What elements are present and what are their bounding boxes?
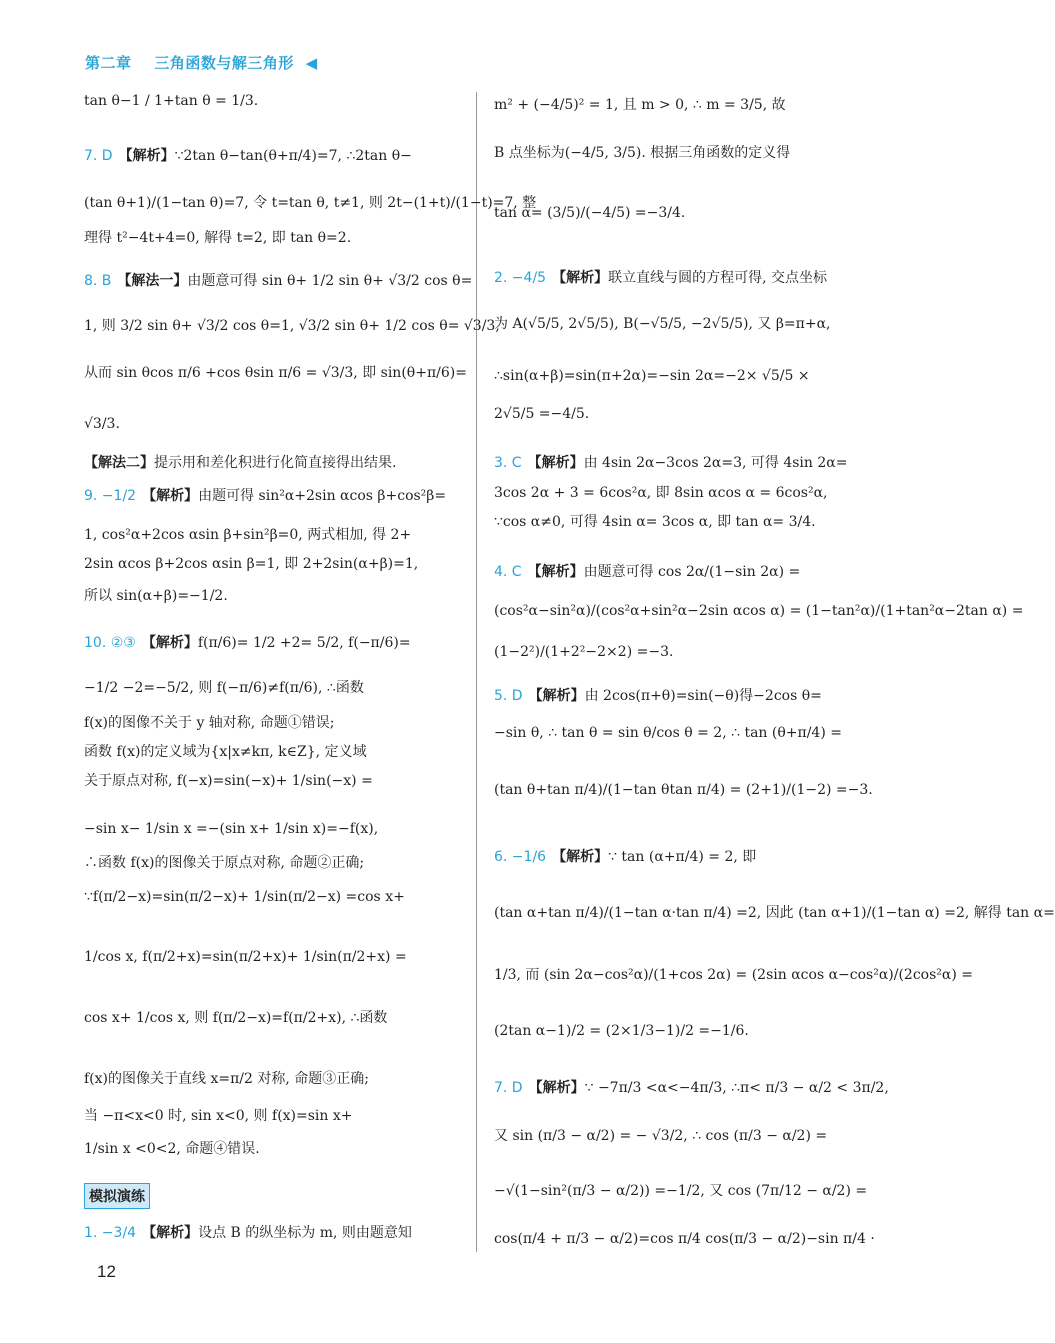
left-column-line [84,854,459,873]
left-column-line [84,679,459,698]
problem-number: 5. D [494,688,523,704]
line-text: 联立直线与圆的方程可得, 交点坐标 [608,270,827,286]
right-column-line [494,484,872,503]
right-column-line [494,513,872,532]
left-column-line [84,1070,459,1089]
solution-tag: 【解析】 [528,688,585,704]
page-number: 12 [97,1262,116,1281]
left-column-line [84,888,459,907]
left-column-line [84,820,459,839]
left-column-line [84,1224,459,1243]
right-column-line [494,269,872,288]
column-divider [476,92,477,1252]
right-column-line [494,724,872,743]
solution-tag: 【解析】 [552,849,609,865]
problem-number: 4. C [494,564,522,580]
line-text: ∵cos α≠0, 可得 4sin α= 3cos α, 即 tan α= 3/4. [494,514,816,530]
line-text: tan α= (3/5)/(−4/5) =−3/4. [494,205,686,221]
solution-tag: 【解析】 [528,1080,585,1096]
problem-number: 7. D [84,148,113,164]
line-text: 又 sin (π/3 − α/2) = − √3/2, ∴ cos (π/3 − α/2) = [494,1128,828,1144]
left-column-line [84,526,459,545]
right-column-line [494,687,872,706]
chapter-title: 三角函数与解三角形 [154,54,294,72]
problem-number: 8. B [84,273,112,289]
left-column-line [84,772,459,791]
line-text: B 点坐标为(−4/5, 3/5). 根据三角函数的定义得 [494,145,791,161]
chapter-number: 第二章 [85,54,132,72]
line-text: ∵ −7π/3 <α<−4π/3, ∴π< π/3 − α/2 < 3π/2, [584,1080,889,1096]
left-column-line [84,555,459,574]
problem-number: 2. −4/5 [494,270,547,286]
line-text: ∵f(π/2−x)=sin(π/2−x)+ 1/sin(π/2−x) =cos x+ [84,889,405,905]
left-column-line [84,743,459,762]
left-column-line [84,415,459,434]
left-column-line [84,92,459,111]
line-text: 由 2cos(π+θ)=sin(−θ)得−2cos θ= [584,688,822,704]
line-text: 由题意可得 sin θ+ 1/2 sin θ+ √3/2 cos θ= [187,273,473,289]
line-text: cos x+ 1/cos x, 则 f(π/2−x)=f(π/2+x), ∴函数 [84,1010,388,1026]
line-text: 由题可得 sin²α+2sin αcos β+cos²β= [198,488,447,504]
line-text: 关于原点对称, f(−x)=sin(−x)+ 1/sin(−x) = [84,773,373,789]
left-column-line [84,317,500,336]
right-column-line [494,848,872,867]
line-text: 1/3, 而 (sin 2α−cos²α)/(1+cos 2α) = (2sin αcos α−cos²α)/(2cos²α) = [494,967,973,983]
line-text: 设点 B 的纵坐标为 m, 则由题意知 [198,1225,412,1241]
problem-number: 9. −1/2 [84,488,137,504]
line-text: −sin θ, ∴ tan θ = sin θ/cos θ = 2, ∴ tan (θ+π/4) = [494,725,842,741]
line-text: (1−2²)/(1+2²−2×2) =−3. [494,644,674,660]
left-column-line [84,364,467,383]
left-column-line [84,587,459,606]
line-text: √3/3. [84,416,120,432]
left-column-line [84,487,459,506]
right-column-line [494,1230,875,1249]
left-column-line [84,147,459,166]
solution-tag: 【解析】 [118,148,175,164]
line-text: f(x)的图像关于直线 x=π/2 对称, 命题③正确; [84,1071,369,1087]
solution-tag: 【解析】 [142,488,199,504]
left-column-line [84,454,459,473]
right-column-line [494,1022,872,1041]
right-column-line [494,602,1024,621]
problem-number: 6. −1/6 [494,849,547,865]
right-column-line [494,315,872,334]
line-text: 所以 sin(α+β)=−1/2. [84,588,228,604]
line-text: 理得 t²−4t+4=0, 解得 t=2, 即 tan θ=2. [84,230,352,246]
line-text: (tan θ+tan π/4)/(1−tan θtan π/4) = (2+1)/(1−2) =−3. [494,782,873,798]
line-text: ∵2tan θ−tan(θ+π/4)=7, ∴2tan θ− [174,148,412,164]
line-text: 为 A(√5/5, 2√5/5), B(−√5/5, −2√5/5), 又 β=π+α, [494,316,831,332]
line-text: 1/sin x <0<2, 命题④错误. [84,1141,260,1157]
left-column-line [84,1009,459,1028]
left-column-line [84,1140,459,1159]
line-text: (2tan α−1)/2 = (2×1/3−1)/2 =−1/6. [494,1023,749,1039]
line-text: cos(π/4 + π/3 − α/2)=cos π/4 cos(π/3 − α/2)−sin π/4 · [494,1231,875,1247]
line-text: (tan α+tan π/4)/(1−tan α·tan π/4) =2, 因此 (tan α+1)/(1−tan α) =2, 解得 tan α= [494,905,1055,921]
line-text: m² + (−4/5)² = 1, 且 m > 0, ∴ m = 3/5, 故 [494,97,786,113]
line-text: 由 4sin 2α−3cos 2α=3, 可得 4sin 2α= [583,455,848,471]
right-column-line [494,204,872,223]
line-text: 提示用和差化积进行化简直接得出结果. [154,455,397,471]
left-column-line [84,634,459,653]
line-text: (cos²α−sin²α)/(cos²α+sin²α−2sin αcos α) = (1−tan²α)/(1+tan²α−2tan α) = [494,603,1024,619]
right-column-line [494,367,872,386]
line-text: (tan θ+1)/(1−tan θ)=7, 令 t=tan θ, t≠1, 则 2t−(1+t)/(1−t)=7, 整 [84,195,537,211]
right-column-line [494,144,872,163]
left-column-line [84,229,459,248]
line-text: f(x)的图像不关于 y 轴对称, 命题①错误; [84,715,335,731]
solution-tag: 【解析】 [141,635,198,651]
line-text: 由题意可得 cos 2α/(1−sin 2α) = [583,564,801,580]
line-text: ∴sin(α+β)=sin(π+2α)=−sin 2α=−2× √5/5 × [494,368,810,384]
line-text: −sin x− 1/sin x =−(sin x+ 1/sin x)=−f(x), [84,821,379,837]
problem-number: 7. D [494,1080,523,1096]
solution-tag: 【解析】 [142,1225,199,1241]
right-column-line [494,96,872,115]
line-text: 1, cos²α+2cos αsin β+sin²β=0, 两式相加, 得 2+ [84,527,412,543]
left-column-line [84,948,459,967]
solution-tag: 【解析】 [552,270,609,286]
section-label: 模拟演练 [84,1183,150,1209]
solution-tag: 【解法一】 [117,273,188,289]
right-column-line [494,1079,889,1098]
line-text: 从而 sin θcos π/6 +cos θsin π/6 = √3/3, 即 sin(θ+π/6)= [84,365,467,381]
line-text: 3cos 2α + 3 = 6cos²α, 即 8sin αcos α = 6cos²α, [494,485,828,501]
solution-tag: 【解析】 [527,455,584,471]
line-text: ∴函数 f(x)的图像关于原点对称, 命题②正确; [84,855,365,871]
line-text: f(π/6)= 1/2 +2= 5/2, f(−π/6)= [197,635,411,651]
solution-tag: 【解法二】 [84,455,154,471]
line-text: 1, 则 3/2 sin θ+ √3/2 cos θ=1, √3/2 sin θ+ 1/2 cos θ= √3/3, [84,318,500,334]
chapter-header [85,52,318,73]
right-column-line [494,781,872,800]
problem-number: 1. −3/4 [84,1225,137,1241]
right-column-line [494,1127,872,1146]
right-column-line [494,1182,872,1201]
right-column-line [494,405,872,424]
line-text: 当 −π<x<0 时, sin x<0, 则 f(x)=sin x+ [84,1108,353,1124]
line-text: 函数 f(x)的定义域为{x|x≠kπ, k∈Z}, 定义域 [84,744,367,760]
right-column-line [494,563,872,582]
problem-number: 10. ②③ [84,635,136,651]
right-column-line [494,643,872,662]
left-column-line [84,272,473,291]
line-text: ∵ tan (α+π/4) = 2, 即 [608,849,757,865]
line-text: tan θ−1 / 1+tan θ = 1/3. [84,93,259,109]
line-text: 2√5/5 =−4/5. [494,406,590,422]
line-text: −1/2 −2=−5/2, 则 f(−π/6)≠f(π/6), ∴函数 [84,680,364,696]
left-column-line [84,194,537,213]
left-column-line [84,1107,459,1126]
line-text: 2sin αcos β+2cos αsin β=1, 即 2+2sin(α+β)=1, [84,556,419,572]
left-column-line [84,714,459,733]
solution-tag: 【解析】 [527,564,584,580]
right-column-line [494,966,973,985]
line-text: −√(1−sin²(π/3 − α/2)) =−1/2, 又 cos (7π/12 − α/2) = [494,1183,868,1199]
chapter-marker-icon: ◀ [305,54,318,72]
line-text: 1/cos x, f(π/2+x)=sin(π/2+x)+ 1/sin(π/2+x) = [84,949,407,965]
right-column-line [494,454,872,473]
right-column-line [494,904,1055,923]
problem-number: 3. C [494,455,522,471]
